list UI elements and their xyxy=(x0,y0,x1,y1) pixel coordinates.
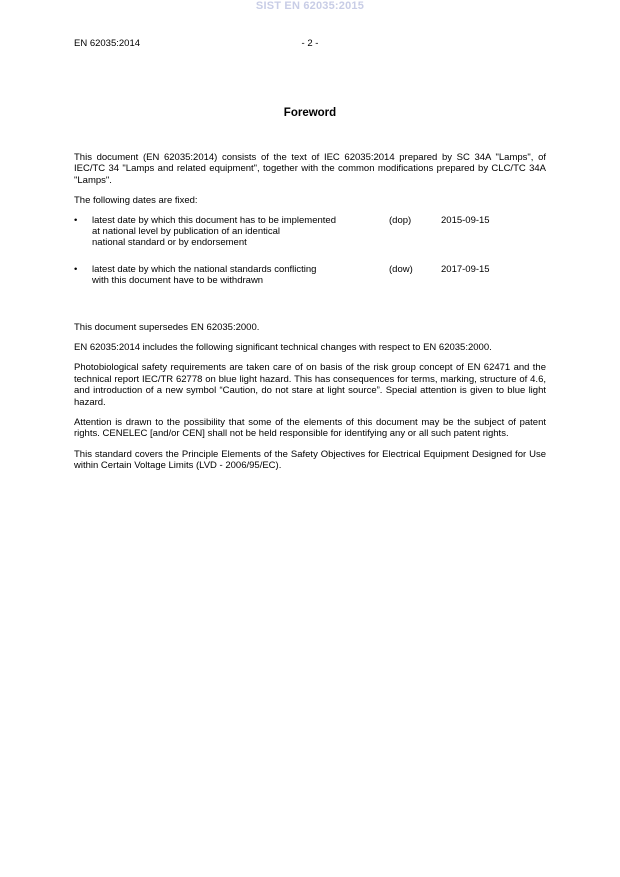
date-code: (dow) xyxy=(389,263,413,275)
supersedes-paragraph: This document supersedes EN 62035:2000. xyxy=(74,321,260,333)
watermark-text: SIST EN 62035:2015 xyxy=(255,0,365,12)
bullet-icon: • xyxy=(74,263,78,275)
header-document-id: EN 62035:2014 xyxy=(74,38,141,49)
dates-intro-paragraph: The following dates are fixed: xyxy=(74,195,198,207)
lvd-paragraph: This standard covers the Principle Elements of the Safety Objectives for Electrical Equipment Designed for Use within Certain Voltage Limits (LVD - 2006/95/EC). xyxy=(74,448,546,472)
patent-paragraph: Attention is drawn to the possibility that some of the elements of this document may be the subject of patent rights. CENELEC [and/or CEN] shall not be held responsible for identifying any or all such patent rights. xyxy=(74,417,546,440)
bullet-icon: • xyxy=(74,214,78,226)
page-title: Foreword xyxy=(283,107,337,119)
foreword-body xyxy=(74,152,546,481)
date-item-dow xyxy=(74,264,546,314)
header-page-number: - 2 - xyxy=(301,38,319,49)
date-description: latest date by which this document has to be implemented at national level by publication of an identical national standard or by endorsement xyxy=(92,214,336,249)
date-code: (dop) xyxy=(389,214,412,226)
date-item-dop xyxy=(74,215,546,264)
changes-paragraph: EN 62035:2014 includes the following significant technical changes with respect to EN 62035:2000. xyxy=(74,342,492,354)
date-value: 2017-09-15 xyxy=(441,263,490,275)
dates-list xyxy=(74,215,546,314)
intro-paragraph: This document (EN 62035:2014) consists of the text of IEC 62035:2014 prepared by SC 34A "Lamps", of IEC/TC 34 "Lamps and related equipment", together with the common modifications prepared by CLC/TC 34A "Lamps". xyxy=(74,152,546,186)
photobiological-paragraph: Photobiological safety requirements are taken care of on basis of the risk group concept of EN 62471 and the technical report IEC/TR 62778 on blue light hazard. This has consequences for terms, marking, structure of 4.6, and introduction of a new symbol “Caution, do not stare at light source”. Special attention is given to blue light hazard. xyxy=(74,362,546,408)
date-description: latest date by which the national standards conflicting with this document have to be withdrawn xyxy=(92,263,317,287)
date-value: 2015-09-15 xyxy=(441,214,490,226)
